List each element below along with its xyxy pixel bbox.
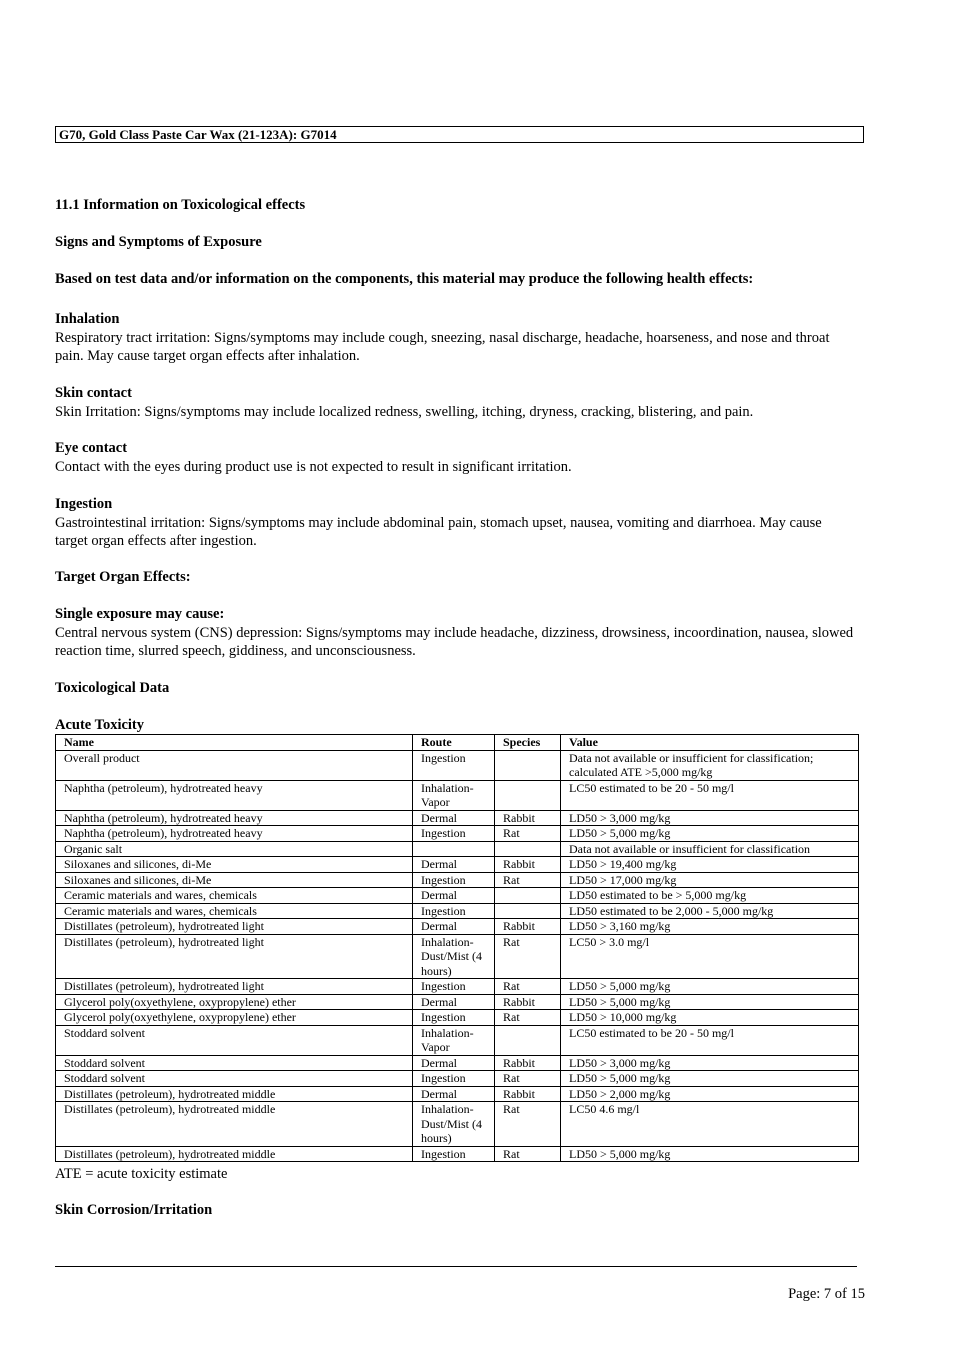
species-cell: Rabbit bbox=[495, 810, 561, 826]
value-cell: LD50 > 2,000 mg/kg bbox=[561, 1086, 859, 1102]
route-cell: Inhalation-Dust/Mist (4 hours) bbox=[413, 1102, 495, 1147]
inhalation-block bbox=[55, 310, 855, 366]
route-cell: Ingestion bbox=[413, 1146, 495, 1162]
route-cell: Dermal bbox=[413, 888, 495, 904]
value-cell: LC50 4.6 mg/l bbox=[561, 1102, 859, 1147]
value-cell: LD50 > 10,000 mg/kg bbox=[561, 1010, 859, 1026]
table-row bbox=[56, 1025, 859, 1055]
based-on-statement: Based on test data and/or information on the components, this material may produce the following health effects: bbox=[55, 271, 754, 287]
species-cell: Rat bbox=[495, 1146, 561, 1162]
skin-corrosion-heading: Skin Corrosion/Irritation bbox=[55, 1202, 213, 1218]
species-cell bbox=[495, 903, 561, 919]
single-exposure-block bbox=[55, 605, 855, 661]
species-cell bbox=[495, 841, 561, 857]
species-cell bbox=[495, 1025, 561, 1055]
name-cell: Ceramic materials and wares, chemicals bbox=[56, 888, 413, 904]
value-cell: LD50 estimated to be > 5,000 mg/kg bbox=[561, 888, 859, 904]
value-cell: LD50 > 5,000 mg/kg bbox=[561, 1071, 859, 1087]
ate-footnote: ATE = acute toxicity estimate bbox=[55, 1166, 228, 1182]
skin-contact-text: Skin Irritation: Signs/symptoms may include localized redness, swelling, itching, dryness, cracking, blistering, and pain. bbox=[55, 403, 754, 420]
name-cell: Glycerol poly(oxyethylene, oxypropylene) ether bbox=[56, 1010, 413, 1026]
value-cell: Data not available or insufficient for classification bbox=[561, 841, 859, 857]
table-row bbox=[56, 1086, 859, 1102]
table-header-row bbox=[56, 735, 859, 751]
target-organ-heading: Target Organ Effects: bbox=[55, 569, 191, 585]
species-cell bbox=[495, 888, 561, 904]
route-cell: Dermal bbox=[413, 994, 495, 1010]
species-cell: Rabbit bbox=[495, 1055, 561, 1071]
name-cell: Naphtha (petroleum), hydrotreated heavy bbox=[56, 810, 413, 826]
route-cell: Dermal bbox=[413, 919, 495, 935]
acute-toxicity-table bbox=[55, 734, 859, 1162]
column-header-name: Name bbox=[56, 735, 413, 751]
route-cell: Inhalation-Vapor bbox=[413, 780, 495, 810]
species-cell: Rabbit bbox=[495, 857, 561, 873]
table-row bbox=[56, 1071, 859, 1087]
route-cell: Ingestion bbox=[413, 1071, 495, 1087]
table-row bbox=[56, 979, 859, 995]
route-cell: Ingestion bbox=[413, 750, 495, 780]
value-cell: Data not available or insufficient for classification; calculated ATE >5,000 mg/kg bbox=[561, 750, 859, 780]
species-cell: Rat bbox=[495, 826, 561, 842]
route-cell: Ingestion bbox=[413, 903, 495, 919]
table-row bbox=[56, 810, 859, 826]
table-row bbox=[56, 826, 859, 842]
table-row bbox=[56, 750, 859, 780]
name-cell: Glycerol poly(oxyethylene, oxypropylene) ether bbox=[56, 994, 413, 1010]
name-cell: Naphtha (petroleum), hydrotreated heavy bbox=[56, 826, 413, 842]
name-cell: Distillates (petroleum), hydrotreated light bbox=[56, 919, 413, 935]
name-cell: Distillates (petroleum), hydrotreated light bbox=[56, 979, 413, 995]
value-cell: LD50 > 17,000 mg/kg bbox=[561, 872, 859, 888]
name-cell: Siloxanes and silicones, di-Me bbox=[56, 872, 413, 888]
signs-heading: Signs and Symptoms of Exposure bbox=[55, 234, 262, 250]
table-row bbox=[56, 903, 859, 919]
name-cell: Stoddard solvent bbox=[56, 1071, 413, 1087]
table-row bbox=[56, 934, 859, 979]
ingestion-block bbox=[55, 495, 855, 551]
value-cell: LD50 > 5,000 mg/kg bbox=[561, 994, 859, 1010]
name-cell: Distillates (petroleum), hydrotreated middle bbox=[56, 1146, 413, 1162]
value-cell: LD50 > 3,000 mg/kg bbox=[561, 1055, 859, 1071]
route-cell bbox=[413, 841, 495, 857]
table-row bbox=[56, 994, 859, 1010]
value-cell: LD50 > 5,000 mg/kg bbox=[561, 1146, 859, 1162]
value-cell: LD50 > 5,000 mg/kg bbox=[561, 826, 859, 842]
route-cell: Ingestion bbox=[413, 826, 495, 842]
name-cell: Distillates (petroleum), hydrotreated light bbox=[56, 934, 413, 979]
skin-contact-block bbox=[55, 384, 855, 421]
value-cell: LD50 > 5,000 mg/kg bbox=[561, 979, 859, 995]
table-row bbox=[56, 1055, 859, 1071]
species-cell: Rabbit bbox=[495, 994, 561, 1010]
route-cell: Ingestion bbox=[413, 979, 495, 995]
value-cell: LD50 estimated to be 2,000 - 5,000 mg/kg bbox=[561, 903, 859, 919]
species-cell: Rat bbox=[495, 1071, 561, 1087]
single-exposure-heading: Single exposure may cause: bbox=[55, 606, 225, 622]
species-cell: Rat bbox=[495, 1102, 561, 1147]
inhalation-text: Respiratory tract irritation: Signs/symptoms may include cough, sneezing, nasal discharge, headache, hoarseness, and nose and throat pain. May cause target organ effects after inhalation. bbox=[55, 329, 830, 364]
species-cell: Rabbit bbox=[495, 1086, 561, 1102]
route-cell: Dermal bbox=[413, 857, 495, 873]
route-cell: Dermal bbox=[413, 810, 495, 826]
route-cell: Ingestion bbox=[413, 872, 495, 888]
name-cell: Overall product bbox=[56, 750, 413, 780]
value-cell: LC50 > 3.0 mg/l bbox=[561, 934, 859, 979]
species-cell: Rat bbox=[495, 979, 561, 995]
table-row bbox=[56, 1102, 859, 1147]
value-cell: LC50 estimated to be 20 - 50 mg/l bbox=[561, 780, 859, 810]
eye-contact-heading: Eye contact bbox=[55, 440, 128, 456]
value-cell: LD50 > 3,000 mg/kg bbox=[561, 810, 859, 826]
column-header-value: Value bbox=[561, 735, 859, 751]
species-cell bbox=[495, 750, 561, 780]
name-cell: Distillates (petroleum), hydrotreated middle bbox=[56, 1102, 413, 1147]
name-cell: Organic salt bbox=[56, 841, 413, 857]
name-cell: Siloxanes and silicones, di-Me bbox=[56, 857, 413, 873]
table-row bbox=[56, 888, 859, 904]
value-cell: LC50 estimated to be 20 - 50 mg/l bbox=[561, 1025, 859, 1055]
single-exposure-text: Central nervous system (CNS) depression: Signs/symptoms may include headache, dizziness, drowsiness, incoordination, nausea, slowed reaction time, slurred speech, giddiness, and unconsciousness. bbox=[55, 624, 854, 659]
route-cell: Inhalation-Vapor bbox=[413, 1025, 495, 1055]
route-cell: Ingestion bbox=[413, 1010, 495, 1026]
value-cell: LD50 > 19,400 mg/kg bbox=[561, 857, 859, 873]
table-body bbox=[56, 750, 859, 1162]
table-row bbox=[56, 919, 859, 935]
name-cell: Stoddard solvent bbox=[56, 1055, 413, 1071]
route-cell: Dermal bbox=[413, 1086, 495, 1102]
table-row bbox=[56, 1146, 859, 1162]
skin-contact-heading: Skin contact bbox=[55, 385, 132, 401]
species-cell: Rat bbox=[495, 1010, 561, 1026]
eye-contact-block bbox=[55, 439, 855, 476]
column-header-route: Route bbox=[413, 735, 495, 751]
toxicological-data-heading: Toxicological Data bbox=[55, 680, 170, 696]
table-row bbox=[56, 1010, 859, 1026]
ingestion-heading: Ingestion bbox=[55, 496, 113, 512]
value-cell: LD50 > 3,160 mg/kg bbox=[561, 919, 859, 935]
route-cell: Inhalation-Dust/Mist (4 hours) bbox=[413, 934, 495, 979]
ingestion-text: Gastrointestinal irritation: Signs/symptoms may include abdominal pain, stomach upset, nausea, vomiting and diarrhoea. May cause target organ effects after ingestion. bbox=[55, 514, 822, 549]
footer-divider bbox=[55, 1266, 857, 1267]
species-cell bbox=[495, 780, 561, 810]
column-header-species: Species bbox=[495, 735, 561, 751]
table-row bbox=[56, 841, 859, 857]
acute-toxicity-heading: Acute Toxicity bbox=[55, 717, 145, 733]
product-title: G70, Gold Class Paste Car Wax (21-123A): G7014 bbox=[55, 126, 864, 143]
section-heading: 11.1 Information on Toxicological effects bbox=[55, 197, 306, 213]
table-row bbox=[56, 872, 859, 888]
route-cell: Dermal bbox=[413, 1055, 495, 1071]
eye-contact-text: Contact with the eyes during product use is not expected to result in significant irritation. bbox=[55, 458, 572, 475]
name-cell: Distillates (petroleum), hydrotreated middle bbox=[56, 1086, 413, 1102]
table-row bbox=[56, 857, 859, 873]
name-cell: Naphtha (petroleum), hydrotreated heavy bbox=[56, 780, 413, 810]
species-cell: Rat bbox=[495, 872, 561, 888]
species-cell: Rabbit bbox=[495, 919, 561, 935]
species-cell: Rat bbox=[495, 934, 561, 979]
table-row bbox=[56, 780, 859, 810]
name-cell: Ceramic materials and wares, chemicals bbox=[56, 903, 413, 919]
page-number: Page: 7 of 15 bbox=[788, 1286, 865, 1302]
inhalation-heading: Inhalation bbox=[55, 311, 120, 327]
name-cell: Stoddard solvent bbox=[56, 1025, 413, 1055]
